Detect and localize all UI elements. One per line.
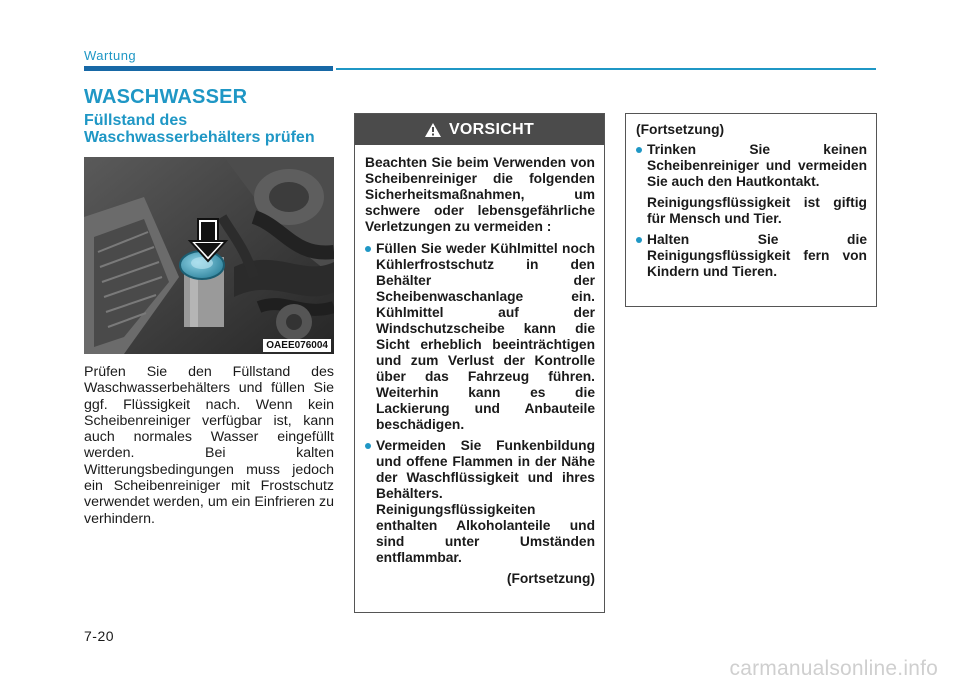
body-paragraph: Prüfen Sie den Füllstand des Waschwasserbehälters und füllen Sie ggf. Flüssigkeit nach. Wenn kein Scheibenreiniger verfügbar ist, kann auch normales Wasser eingefüllt werden. Bei kalten Witterungsbedingungen muss jedoch ein Scheibenreiniger mit Frostschutz verwendet werden, um ein Einfrieren zu verhindern. (84, 364, 334, 527)
engine-bay-illustration (84, 157, 334, 354)
watermark: carmanualsonline.info (729, 657, 938, 680)
continuation-bullet-extra: Reinigungsflüssigkeit ist giftig für Mensch und Tier. (647, 195, 867, 226)
continuation-bullet (636, 142, 867, 227)
image-caption: OAEE076004 (263, 339, 331, 352)
caution-box (354, 113, 605, 613)
continuation-box (625, 113, 877, 307)
section-label: Wartung (84, 48, 137, 63)
caution-bullet: Vermeiden Sie Funkenbildung und offene Flammen in der Nähe der Waschflüssigkeit und ihres Behälters. Reinigungsflüssigkeiten enthalten Alkoholanteile und sind unter Umständen entflammbar. (365, 438, 595, 566)
caution-continued: (Fortsetzung) (506, 571, 595, 586)
header-rule-light (336, 68, 876, 70)
continuation-heading: (Fortsetzung) (636, 122, 725, 137)
sub-heading-line2: Waschwasserbehälters prüfen (84, 129, 315, 146)
engine-bay-photo (84, 157, 334, 354)
continuation-bullet: Halten Sie die Reinigungsflüssigkeit fern von Kindern und Tieren. (636, 232, 867, 280)
caution-header (355, 114, 604, 145)
page-title: WASCHWASSER (84, 86, 248, 108)
caution-bullet: Füllen Sie weder Kühlmittel noch Kühlerfrostschutz in den Behälter der Scheibenwaschanlage ein. Kühlmittel auf der Windschutzscheibe kann die Sicht erheblich beeinträchtigen und zum Verlust der Kontrolle über das Fahrzeug führen. Weiterhin kann es die Lackierung und Anbauteile beschädigen. (365, 241, 595, 433)
sub-heading (84, 112, 344, 146)
sub-heading-line1: Füllstand des (84, 112, 188, 129)
caution-body (355, 145, 604, 587)
caution-intro: Beachten Sie beim Verwenden von Scheibenreiniger die folgenden Sicherheitsmaßnahmen, um schwere oder lebensgefährliche Verletzungen zu vermeiden : (365, 155, 595, 234)
caution-bullets (365, 241, 595, 566)
continuation-bullet-main: Trinken Sie keinen Scheibenreiniger und vermeiden Sie auch den Hautkontakt. (647, 142, 867, 189)
caution-title: VORSICHT (448, 120, 535, 138)
warning-triangle-icon (425, 123, 441, 137)
continuation-bullets (636, 142, 867, 280)
header-rule-dark (84, 66, 333, 71)
page-number: 7-20 (84, 628, 115, 644)
